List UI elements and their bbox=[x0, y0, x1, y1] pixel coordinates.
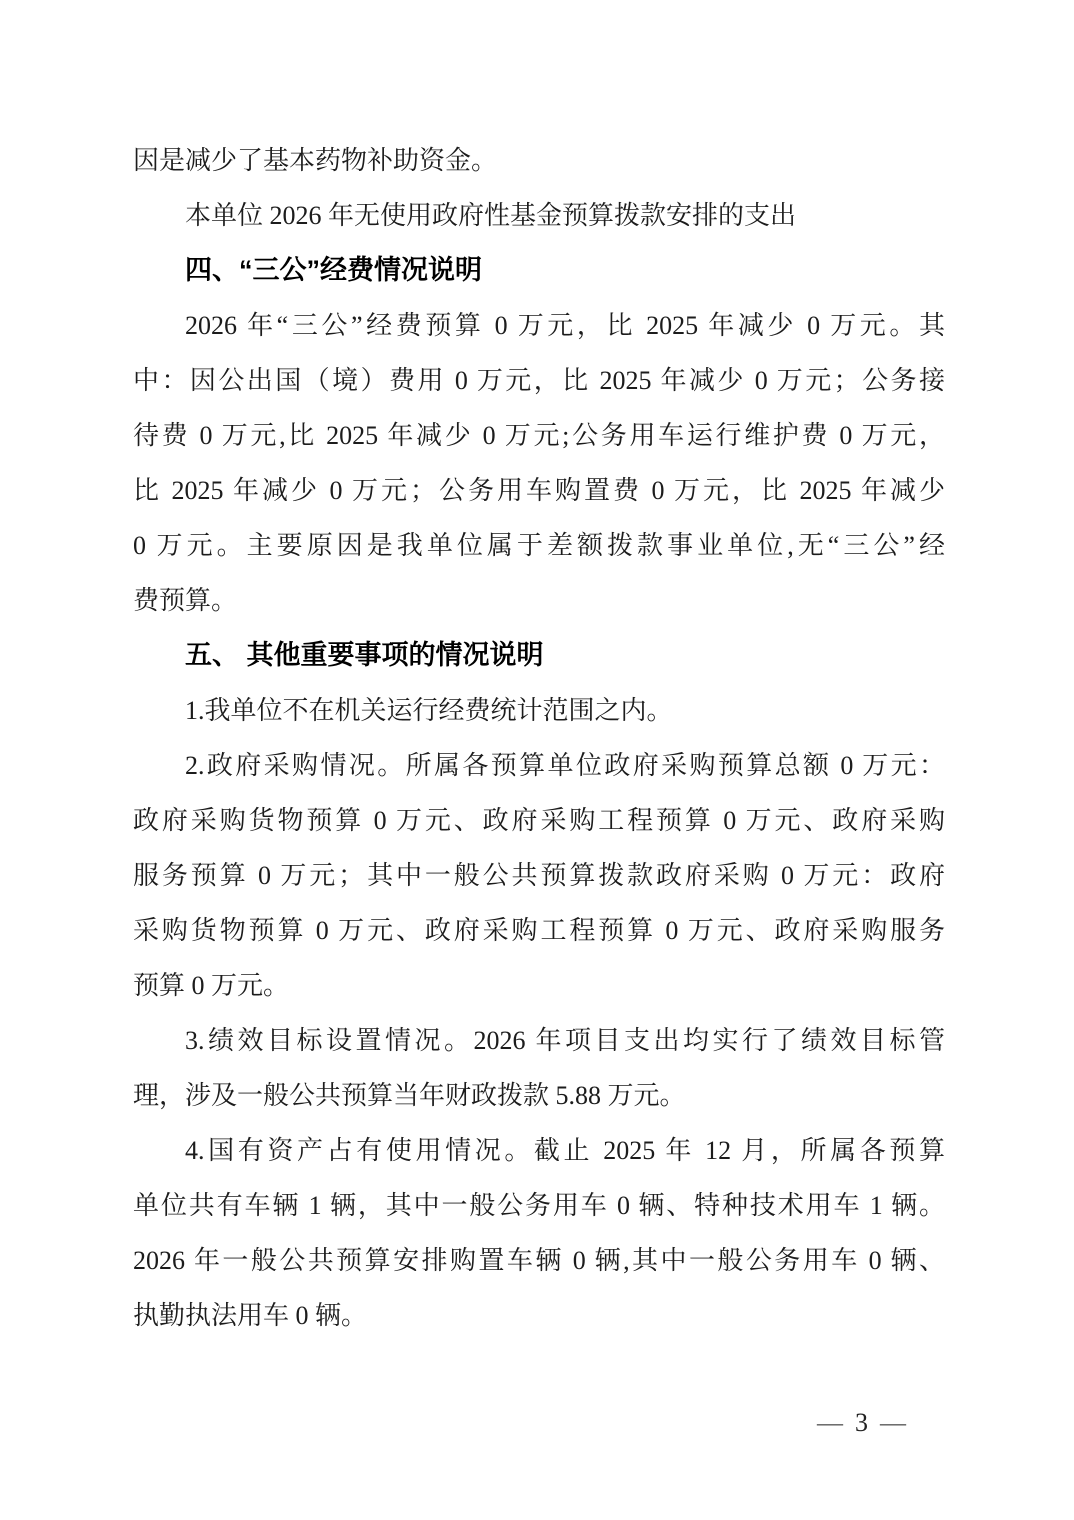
text-line: 服务预算 0 万元；其中一般公共预算拨款政府采购 0 万元：政府 bbox=[133, 861, 945, 890]
text-line: 2026 年一般公共预算安排购置车辆 0 辆,其中一般公务用车 0 辆、 bbox=[133, 1246, 945, 1275]
document-body bbox=[133, 133, 945, 1343]
text-line: 本单位 2026 年无使用政府性基金预算拨款安排的支出 bbox=[185, 201, 797, 230]
text-line: 2.政府采购情况。所属各预算单位政府采购预算总额 0 万元： bbox=[185, 751, 945, 780]
text-line: 理，涉及一般公共预算当年财政拨款 5.88 万元。 bbox=[133, 1081, 686, 1110]
text-line: 政府采购货物预算 0 万元、政府采购工程预算 0 万元、政府采购 bbox=[133, 806, 945, 835]
text-line: 单位共有车辆 1 辆，其中一般公务用车 0 辆、特种技术用车 1 辆。 bbox=[133, 1191, 945, 1220]
footer-dash-left: — bbox=[817, 1408, 845, 1437]
page-number: 3 bbox=[855, 1408, 870, 1437]
text-line: 采购货物预算 0 万元、政府采购工程预算 0 万元、政府采购服务 bbox=[133, 916, 945, 945]
text-line: 2026 年“三公”经费预算 0 万元，比 2025 年减少 0 万元。其 bbox=[185, 311, 945, 340]
text-line: 0 万元。主要原因是我单位属于差额拨款事业单位,无“三公”经 bbox=[133, 531, 945, 560]
text-line: 预算 0 万元。 bbox=[133, 971, 290, 1000]
page-footer bbox=[811, 1408, 914, 1438]
footer-dash-right: — bbox=[880, 1408, 908, 1437]
text-line: 1.我单位不在机关运行经费统计范围之内。 bbox=[185, 696, 673, 725]
text-line: 执勤执法用车 0 辆。 bbox=[133, 1301, 368, 1330]
text-line: 比 2025 年减少 0 万元；公务用车购置费 0 万元，比 2025 年减少 bbox=[133, 476, 945, 505]
text-line: 待费 0 万元,比 2025 年减少 0 万元;公务用车运行维护费 0 万元， bbox=[133, 421, 945, 450]
text-line: 因是减少了基本药物补助资金。 bbox=[133, 146, 498, 175]
text-line: 中：因公出国（境）费用 0 万元，比 2025 年减少 0 万元；公务接 bbox=[133, 366, 945, 395]
text-line: 4.国有资产占有使用情况。截止 2025 年 12 月，所属各预算 bbox=[185, 1136, 945, 1165]
text-line: 费预算。 bbox=[133, 586, 238, 615]
text-line: 3.绩效目标设置情况。2026 年项目支出均实行了绩效目标管 bbox=[185, 1026, 945, 1055]
section-heading-four: 四、“三公”经费情况说明 bbox=[185, 255, 482, 285]
section-heading-five: 五、 其他重要事项的情况说明 bbox=[185, 640, 544, 670]
